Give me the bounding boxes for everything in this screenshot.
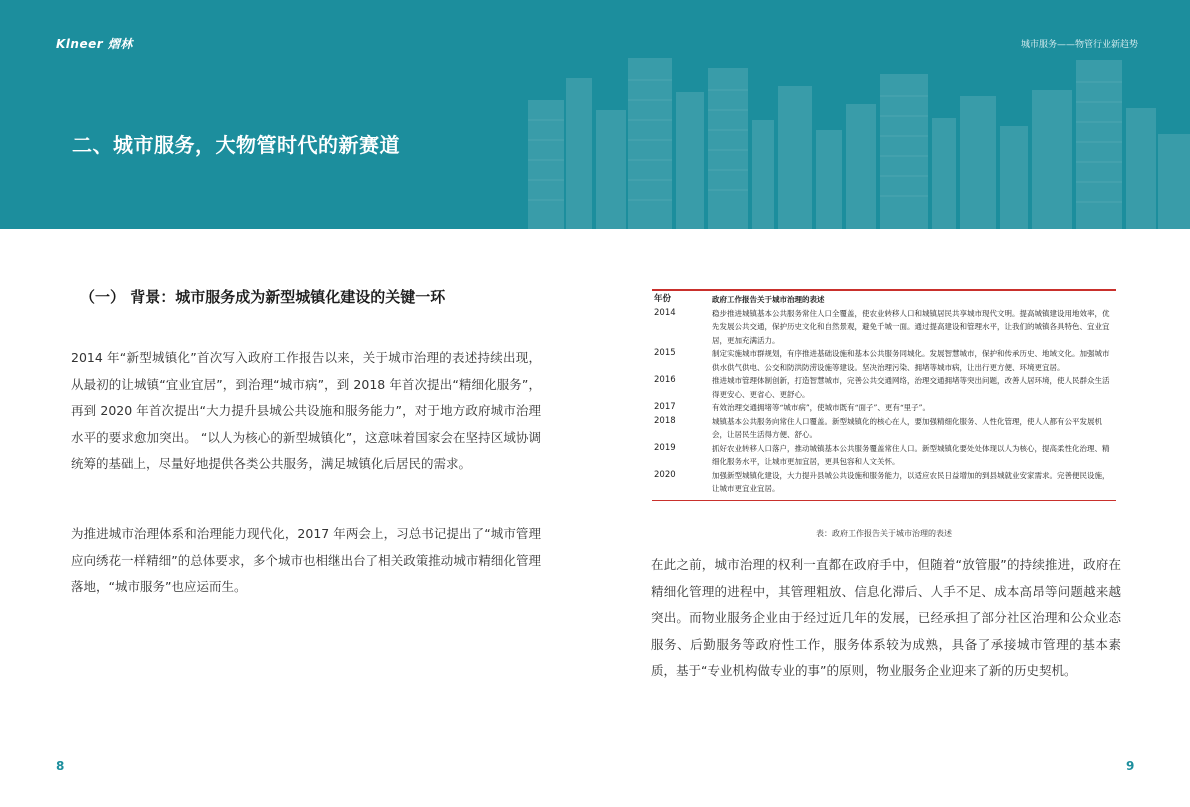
- table-row-year: 2017: [654, 402, 676, 412]
- right-paragraph: 在此之前，城市治理的权利一直都在政府手中，但随着“放管服”的持续推进，政府在精细化管理的进程中，其管理粗放、信息化滞后、人手不足、成本高昂等问题越来越突出。而物业服务企业由于经过近几年的发展，已经承担了部分社区治理和公众业态服务、后勤服务等政府性工作，服务体系较为成熟，具备了承接城市管理的基本素质，基于“专业机构做专业的事”的原则，物业服务企业迎来了新的历史契机。: [651, 557, 1121, 678]
- table-row-text: 制定实施城市群规划，有序推进基础设施和基本公共服务同城化。发展智慧城市，保护和传承历史、地域文化。加强城市供水供气供电、公交和防洪防涝设施等建设。坚决治理污染、拥堵等城市病，让出行更方便、环境更宜居。: [712, 349, 1110, 372]
- table-row-text: 城镇基本公共服务向常住人口覆盖。新型城镇化的核心在人，要加强精细化服务、人性化管理，使人人都有公平发展机会，让居民生活得方便、舒心。: [712, 416, 1102, 439]
- chapter-title: 二、城市服务，大物管时代的新赛道: [72, 133, 400, 157]
- table-row: [652, 374, 1116, 401]
- table-row-year: 2020: [654, 469, 676, 480]
- table-row-text: 稳步推进城镇基本公共服务常住人口全覆盖，使农业转移人口和城镇居民共享城市现代文明。提高城镇建设用地效率，优先发展公共交通，保护历史文化和自然景观，避免千城一面。通过提高建设和管理水平，让我们的城镇各具特色、宜业宜居，更加充满活力。: [712, 308, 1110, 345]
- table-row-year: 2014: [654, 307, 676, 318]
- table-row: [652, 401, 1116, 415]
- table-header-text: 政府工作报告关于城市治理的表述: [712, 295, 825, 304]
- table-row: [652, 415, 1116, 442]
- table-row: [652, 307, 1116, 348]
- table-row-text: 推进城市管理体制创新，打造智慧城市，完善公共交通网络，治理交通拥堵等突出问题，改善人居环境，使人民群众生活得更安心、更省心、更舒心。: [712, 376, 1110, 399]
- table-row-year: 2015: [654, 348, 676, 358]
- left-paragraph-1: 2014 年“新型城镇化”首次写入政府工作报告以来，关于城市治理的表述持续出现，从最初的让城镇“宜业宜居”，到治理“城市病”，到 2018 年首次提出“精细化服务”，再到 2020 年首次提出“大力提升县城公共设施和服务能力”，对于地方政府城市治理水平的要求愈加突出。 “以人为核心的新型城镇化”，这意味着国家会在坚持区域协调统筹的基础上，尽量好地提供各类公共服务，满足城镇化后居民的需求。: [71, 350, 541, 471]
- policy-table: [652, 289, 1116, 501]
- table-row: [652, 469, 1116, 496]
- header-banner: [0, 0, 1190, 229]
- brand-logo: Klneer 熠林: [56, 37, 133, 51]
- table-row-year: 2018: [654, 415, 676, 426]
- table-bottom-rule: [652, 500, 1116, 501]
- table-header-year: 年份: [654, 294, 672, 304]
- city-skyline-illustration: [0, 0, 1190, 229]
- section-title: （一） 背景：城市服务成为新型城镇化建设的关键一环: [80, 288, 446, 306]
- left-paragraph-2: 为推进城市治理体系和治理能力现代化，2017 年两会上，习总书记提出了“城市管理应向绣花一样精细”的总体要求，多个城市也相继出台了相关政策推动城市精细化管理落地，“城市服务”也应运而生。: [71, 526, 541, 594]
- table-row-text: 加强新型城镇化建设，大力提升县城公共设施和服务能力，以适应农民日益增加的到县城就业安家需求。完善便民设施，让城市更宜业宜居。: [712, 470, 1110, 493]
- table-row-text: 有效治理交通拥堵等“城市病”，使城市既有“面子”、更有“里子”。: [712, 403, 931, 412]
- table-row: [652, 442, 1116, 469]
- table-row-year: 2016: [654, 375, 676, 385]
- table-caption: 表：政府工作报告关于城市治理的表述: [816, 529, 952, 538]
- header-series-title: 城市服务——物管行业新趋势: [1020, 40, 1138, 50]
- table-row: [652, 347, 1116, 374]
- page-number-right: 9: [1126, 759, 1135, 773]
- table-header-row: [652, 291, 1116, 307]
- page-number-left: 8: [56, 759, 65, 773]
- table-row-text: 抓好农业转移人口落户，推动城镇基本公共服务覆盖常住人口。新型城镇化要处处体现以人为核心，提高柔性化治理、精细化服务水平，让城市更加宜居，更具包容和人文关怀。: [712, 443, 1110, 466]
- table-row-year: 2019: [654, 442, 676, 453]
